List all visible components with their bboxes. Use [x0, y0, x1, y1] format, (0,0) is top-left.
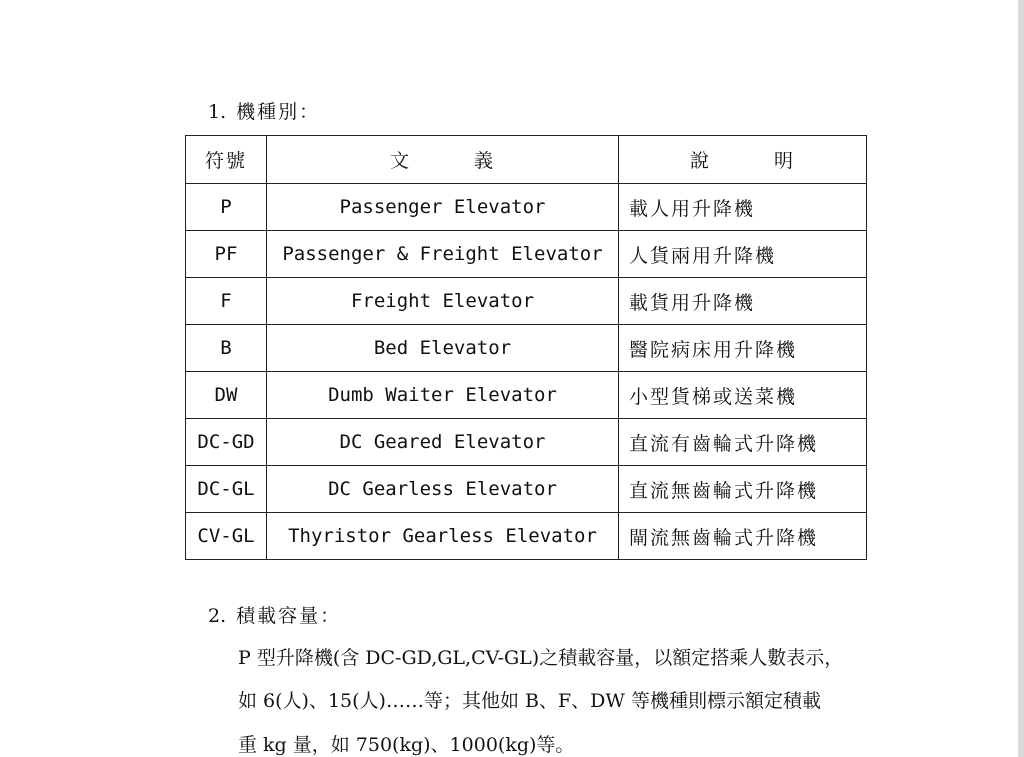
header-description: 說 明: [619, 136, 867, 184]
capacity-paragraph-line: P 型升降機(含 DC-GD,GL,CV-GL)之積載容量，以額定搭乘人數表示，: [238, 647, 844, 669]
row-meaning: Passenger & Freight Elevator: [267, 231, 619, 278]
table-row: [186, 184, 867, 231]
table-row: [186, 372, 867, 419]
row-description: 直流無齒輪式升降機: [619, 466, 867, 513]
capacity-paragraph-line: 重 kg 量，如 750(kg)、1000(kg)等。: [238, 734, 575, 756]
row-code: DC-GD: [186, 419, 267, 466]
table-row: [186, 419, 867, 466]
row-description: 醫院病床用升降機: [619, 325, 867, 372]
row-description: 直流有齒輪式升降機: [619, 419, 867, 466]
row-description: 人貨兩用升降機: [619, 231, 867, 278]
row-description: 小型貨梯或送菜機: [619, 372, 867, 419]
section-1-heading: [208, 100, 320, 124]
row-meaning: Freight Elevator: [267, 278, 619, 325]
row-code: CV-GL: [186, 513, 267, 560]
row-meaning: Passenger Elevator: [267, 184, 619, 231]
row-description: 載貨用升降機: [619, 278, 867, 325]
row-code: P: [186, 184, 267, 231]
row-meaning: Bed Elevator: [267, 325, 619, 372]
row-description: 閘流無齒輪式升降機: [619, 513, 867, 560]
table-row: [186, 513, 867, 560]
table-row: [186, 325, 867, 372]
section-1-title: 機種別：: [236, 101, 321, 123]
row-code: DW: [186, 372, 267, 419]
table-header-row: [186, 136, 867, 184]
row-meaning: Thyristor Gearless Elevator: [267, 513, 619, 560]
table-row: [186, 466, 867, 513]
row-code: B: [186, 325, 267, 372]
row-meaning: DC Geared Elevator: [267, 419, 619, 466]
row-description: 載人用升降機: [619, 184, 867, 231]
row-code: PF: [186, 231, 267, 278]
section-2-title: 積載容量：: [236, 605, 342, 627]
section-2-heading: [208, 604, 341, 628]
capacity-paragraph-line: 如 6(人)、15(人)……等；其他如 B、F、DW 等機種則標示額定積載: [238, 690, 821, 712]
row-code: F: [186, 278, 267, 325]
table-row: [186, 278, 867, 325]
header-code: 符號: [186, 136, 267, 184]
machine-type-table: [185, 135, 867, 560]
row-meaning: DC Gearless Elevator: [267, 466, 619, 513]
row-meaning: Dumb Waiter Elevator: [267, 372, 619, 419]
row-code: DC-GL: [186, 466, 267, 513]
section-2-number: 2.: [208, 605, 227, 627]
page-edge: [1018, 0, 1024, 757]
header-meaning: 文 義: [267, 136, 619, 184]
table-row: [186, 231, 867, 278]
section-1-number: 1.: [208, 101, 227, 123]
